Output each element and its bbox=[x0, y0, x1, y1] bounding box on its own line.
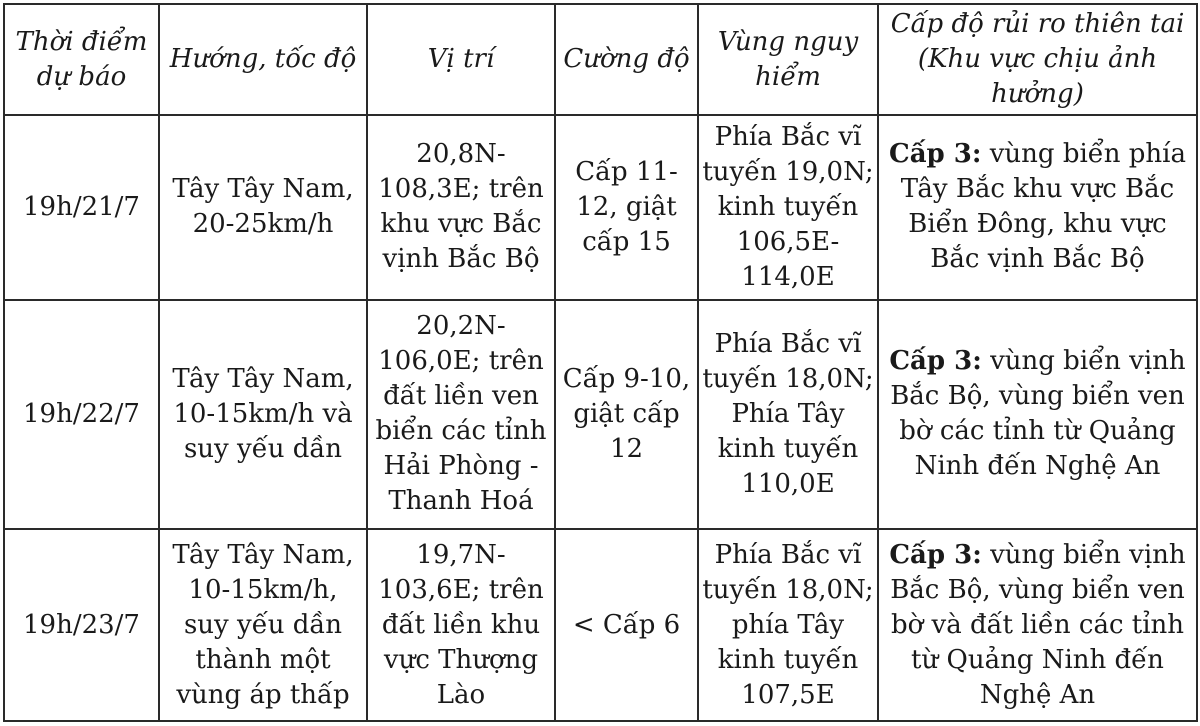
cell-danger-zone: Phía Bắc vĩ tuyến 18,0N; Phía Tây kinh tuyến 110,0E bbox=[698, 300, 878, 529]
risk-level: Cấp 3: bbox=[889, 139, 982, 170]
cell-risk bbox=[878, 115, 1197, 300]
header-danger-zone: Vùng nguy hiểm bbox=[698, 4, 878, 115]
cell-time: 19h/21/7 bbox=[4, 115, 159, 300]
cell-time: 19h/23/7 bbox=[4, 529, 159, 721]
cell-direction: Tây Tây Nam, 10-15km/h và suy yếu dần bbox=[159, 300, 367, 529]
risk-level: Cấp 3: bbox=[889, 539, 982, 570]
table-row bbox=[4, 300, 1197, 529]
cell-danger-zone: Phía Bắc vĩ tuyến 18,0N; phía Tây kinh tuyến 107,5E bbox=[698, 529, 878, 721]
cell-intensity: Cấp 11-12, giật cấp 15 bbox=[555, 115, 698, 300]
table-row bbox=[4, 529, 1197, 721]
header-time: Thời điểm dự báo bbox=[4, 4, 159, 115]
cell-intensity: < Cấp 6 bbox=[555, 529, 698, 721]
cell-time: 19h/22/7 bbox=[4, 300, 159, 529]
risk-area: vùng biển vịnh Bắc Bộ, vùng biển ven bờ các tỉnh từ Quảng Ninh đến Nghệ An bbox=[890, 346, 1186, 482]
risk-area: vùng biển vịnh Bắc Bộ, vùng biển ven bờ và đất liền các tỉnh từ Quảng Ninh đến Nghệ An bbox=[890, 539, 1186, 710]
cell-position: 19,7N-103,6E; trên đất liền khu vực Thượng Lào bbox=[367, 529, 555, 721]
cell-danger-zone: Phía Bắc vĩ tuyến 19,0N; kinh tuyến 106,5E-114,0E bbox=[698, 115, 878, 300]
cell-direction: Tây Tây Nam, 10-15km/h, suy yếu dần thành một vùng áp thấp bbox=[159, 529, 367, 721]
cell-risk bbox=[878, 300, 1197, 529]
header-intensity: Cường độ bbox=[555, 4, 698, 115]
header-position: Vị trí bbox=[367, 4, 555, 115]
cell-position: 20,8N-108,3E; trên khu vực Bắc vịnh Bắc Bộ bbox=[367, 115, 555, 300]
risk-level: Cấp 3: bbox=[889, 346, 982, 377]
risk-area: vùng biển phía Tây Bắc khu vực Bắc Biển Đông, khu vực Bắc vịnh Bắc Bộ bbox=[900, 139, 1186, 275]
cell-direction: Tây Tây Nam, 20-25km/h bbox=[159, 115, 367, 300]
table-row bbox=[4, 115, 1197, 300]
header-direction: Hướng, tốc độ bbox=[159, 4, 367, 115]
cell-risk bbox=[878, 529, 1197, 721]
cell-intensity: Cấp 9-10, giật cấp 12 bbox=[555, 300, 698, 529]
cell-position: 20,2N-106,0E; trên đất liền ven biển các tỉnh Hải Phòng - Thanh Hoá bbox=[367, 300, 555, 529]
header-risk: Cấp độ rủi ro thiên tai (Khu vực chịu ảnh hưởng) bbox=[878, 4, 1197, 115]
storm-forecast-table bbox=[3, 3, 1198, 722]
header-row bbox=[4, 4, 1197, 115]
